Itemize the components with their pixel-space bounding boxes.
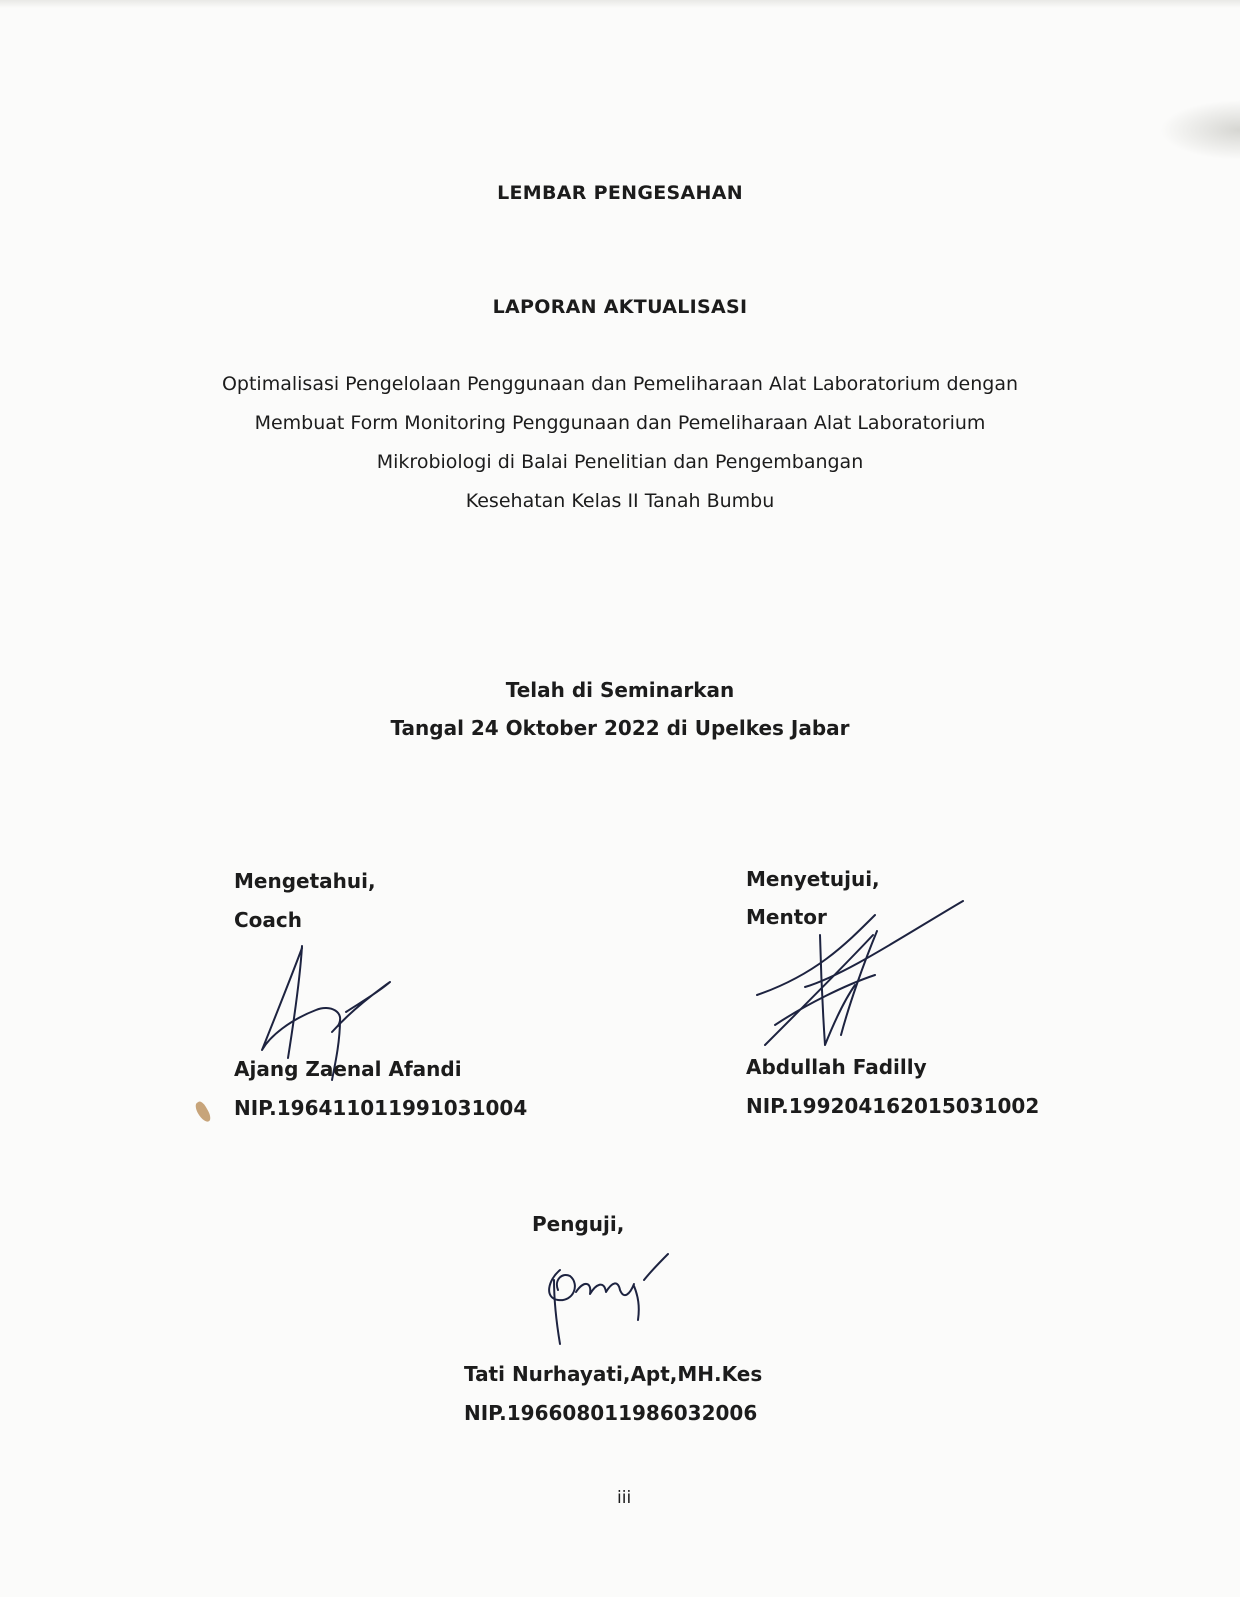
- report-title-line-4: Kesehatan Kelas II Tanah Bumbu: [465, 490, 775, 512]
- report-type-heading: LAPORAN AKTUALISASI: [492, 296, 748, 318]
- mentor-nip: NIP.199204162015031002: [746, 1094, 1040, 1118]
- examiner-name: Tati Nurhayati,Apt,MH.Kes: [464, 1362, 763, 1386]
- page-number: iii: [617, 1488, 632, 1508]
- report-title-line-2: Membuat Form Monitoring Penggunaan dan Pemeliharaan Alat Laboratorium: [254, 412, 986, 434]
- approval-sheet-heading: LEMBAR PENGESAHAN: [497, 182, 743, 204]
- examiner-intro: Penguji,: [532, 1212, 625, 1236]
- report-title-line-1: Optimalisasi Pengelolaan Penggunaan dan Pemeliharaan Alat Laboratorium dengan: [221, 373, 1019, 395]
- coach-intro: Mengetahui,: [234, 869, 376, 893]
- report-title-line-3: Mikrobiologi di Balai Penelitian dan Pengembangan: [376, 451, 864, 473]
- examiner-signature: [540, 1250, 680, 1350]
- scan-shadow: [1160, 100, 1240, 160]
- mentor-role: Mentor: [746, 905, 827, 929]
- examiner-nip: NIP.196608011986032006: [464, 1401, 758, 1425]
- coach-role: Coach: [234, 908, 303, 932]
- ink-smudge: [193, 1100, 213, 1124]
- coach-name: Ajang Zaenal Afandi: [234, 1057, 462, 1081]
- seminar-date-location: Tangal 24 Oktober 2022 di Upelkes Jabar: [390, 716, 850, 740]
- seminar-statement: Telah di Seminarkan: [505, 678, 735, 702]
- mentor-intro: Menyetujui,: [746, 867, 880, 891]
- coach-nip: NIP.196411011991031004: [234, 1096, 528, 1120]
- scan-edge: [0, 0, 1240, 8]
- mentor-name: Abdullah Fadilly: [746, 1055, 927, 1079]
